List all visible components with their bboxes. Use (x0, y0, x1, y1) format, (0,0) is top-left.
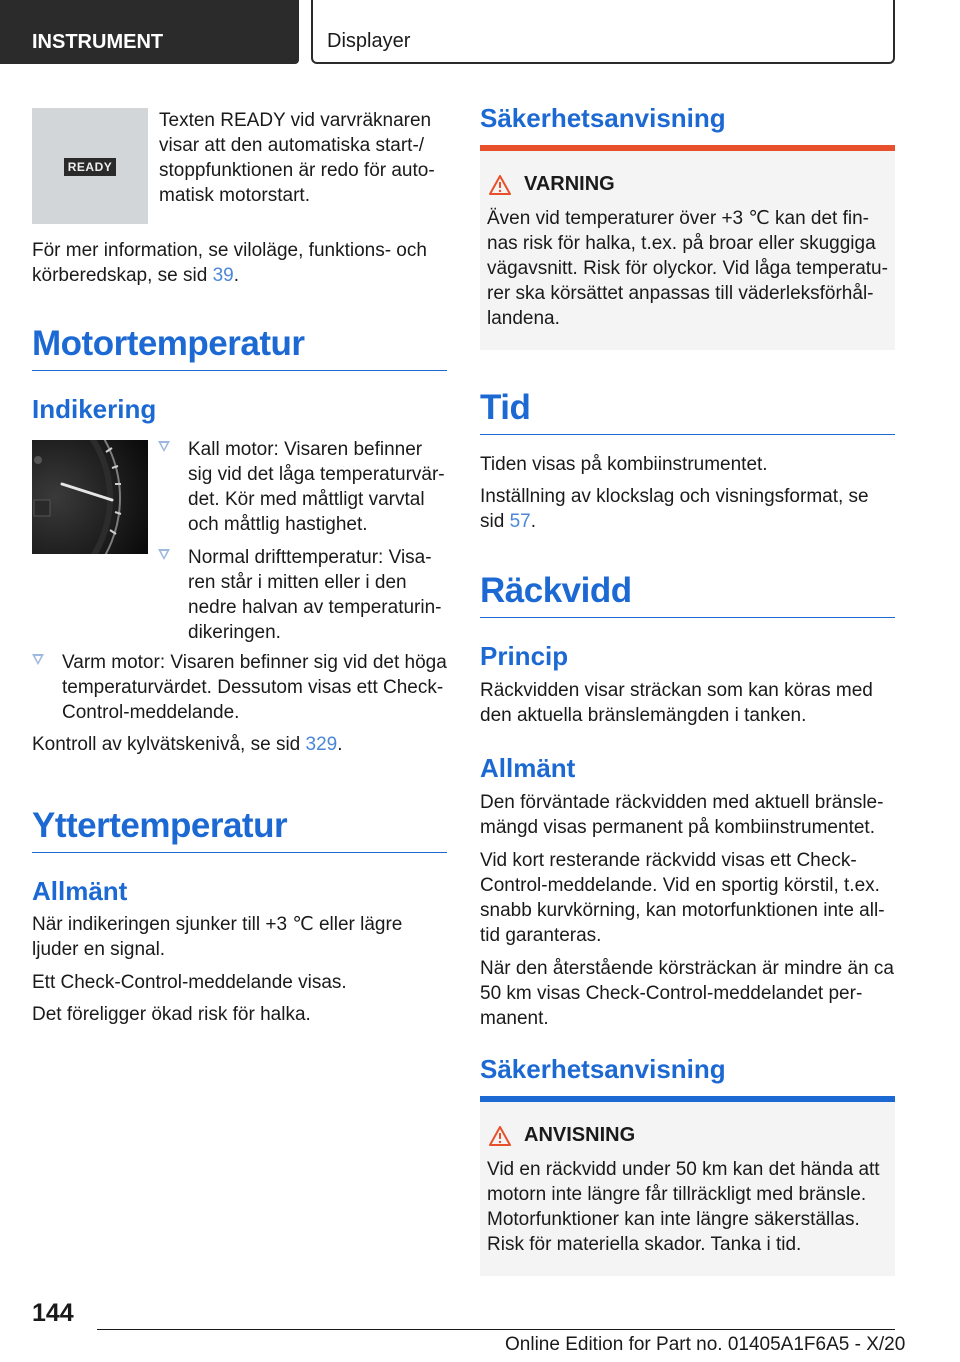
chapter-tab: INSTRUMENT (0, 0, 299, 64)
warning-bar (480, 145, 895, 151)
bullet-triangle-icon (32, 654, 44, 665)
heading-yttertemperatur: Yttertemperatur (32, 806, 447, 853)
warning-title-row (488, 173, 615, 196)
list-item (158, 437, 447, 537)
tid-paragraph-1: Tiden visas på kombiinstrumentet. (480, 454, 768, 475)
edition-text: Online Edition for Part no. 01405A1F6A5 - X/20 (505, 1334, 906, 1355)
notice-box (480, 1096, 895, 1276)
heading-indikering: Indikering (32, 394, 157, 424)
bullet-triangle-icon (158, 441, 170, 452)
warning-title: VARNING (524, 173, 615, 195)
heading-rackvidd: Räckvidd (480, 571, 895, 618)
gauge-icon (32, 440, 148, 554)
allmant-paragraph-1: Den förväntade räckvidden med aktuell bränslemängd visas permanent på kombiinstrumentet. (480, 792, 884, 838)
ready-indicator-image (32, 108, 148, 224)
page-number: 144 (32, 1299, 74, 1327)
heading-allmant-right: Allmänt (480, 753, 576, 783)
ready-badge: READY (64, 158, 116, 176)
coolant-paragraph: Kontroll av kylvätskenivå, se sid 329. (32, 734, 343, 755)
notice-bar (480, 1096, 895, 1102)
page-link-329[interactable]: 329 (305, 734, 338, 755)
heading-sakerhetsanvisning-2: Säkerhetsanvisning (480, 1054, 726, 1084)
heading-allmant-left: Allmänt (32, 876, 128, 906)
warning-text: Även vid temperaturer över +3 ℃ kan det finnas risk för halka, t.ex. på broar eller skuggiga vägavsnitt. Risk för olyckor. Vid låga temperaturer ska körsättet anpassas till väderleksförhållandena. (487, 208, 888, 329)
outside-paragraph-2: Ett Check-Control-meddelande visas. (32, 972, 347, 993)
inset-bullet-list (158, 437, 447, 645)
heading-tid: Tid (480, 388, 895, 435)
more-info-paragraph: För mer information, se viloläge, funktions- och körberedskap, se sid 39. (32, 240, 427, 286)
tid-paragraph-2: Inställning av klockslag och visningsformat, se sid 57. (480, 486, 869, 532)
coolant-text: Kontroll av kylvätskenivå, se sid (32, 734, 301, 755)
footer-divider (97, 1329, 895, 1330)
princip-text: Räckvidden visar sträckan som kan köras med den aktuella bränslemängden i tanken. (480, 680, 873, 726)
warning-triangle-icon (488, 1125, 512, 1147)
allmant-paragraph-2: Vid kort resterande räckvidd visas ett Check-Control-meddelande. Vid en sportig körstil, t.ex. snabb kurvkörning, kan motorfunktionen inte alltid garanteras. (480, 850, 885, 946)
heading-motortemperatur: Motortemperatur (32, 324, 447, 371)
bullet-text-cold: Kall motor: Visaren befinner sig vid det låga temperaturvärdet. Kör med måttligt varvtal och måttlig hastighet. (188, 439, 445, 535)
section-title: Displayer (311, 0, 895, 64)
ready-description: Texten READY vid varvräknaren visar att den automatiska start-/ stoppfunktionen är redo för automatisk motorstart. (159, 110, 435, 206)
list-item (158, 545, 447, 645)
page-link-57[interactable]: 57 (509, 511, 531, 532)
tid-text: Inställning av klockslag och visningsformat, se sid (480, 486, 869, 532)
allmant-paragraph-3: När den återstående körsträckan är mindre än ca 50 km visas Check-Control-meddelandet permanent. (480, 958, 894, 1029)
heading-princip: Princip (480, 641, 569, 671)
bullet-text-normal: Normal drifttemperatur: Visaren står i mitten eller i den nedre halvan av temperaturindikeringen. (188, 547, 442, 643)
more-info-text: För mer information, se viloläge, funktions- och körberedskap, se sid (32, 240, 427, 286)
bullet-triangle-icon (158, 549, 170, 560)
page-link-39[interactable]: 39 (212, 265, 234, 286)
outside-paragraph-1: När indikeringen sjunker till +3 ℃ eller lägre ljuder en signal. (32, 914, 403, 960)
warning-box (480, 145, 895, 350)
notice-title-row (488, 1124, 635, 1147)
outside-paragraph-3: Det föreligger ökad risk för halka. (32, 1004, 311, 1025)
notice-text: Vid en räckvidd under 50 km kan det hända att motorn inte längre får tillräckligt med bränsle. Motorfunktioner kan inte längre säkerställas. Risk för materiella skador. Tanka i tid. (487, 1159, 880, 1255)
heading-sakerhetsanvisning-1: Säkerhetsanvisning (480, 103, 726, 133)
list-item (32, 650, 447, 725)
warning-triangle-icon (488, 174, 512, 196)
notice-title: ANVISNING (524, 1124, 636, 1146)
temperature-gauge-image (32, 440, 148, 554)
bullet-text-warm: Varm motor: Visaren befinner sig vid det höga temperaturvärdet. Dessutom visas ett Check-Control-meddelande. (62, 652, 447, 723)
